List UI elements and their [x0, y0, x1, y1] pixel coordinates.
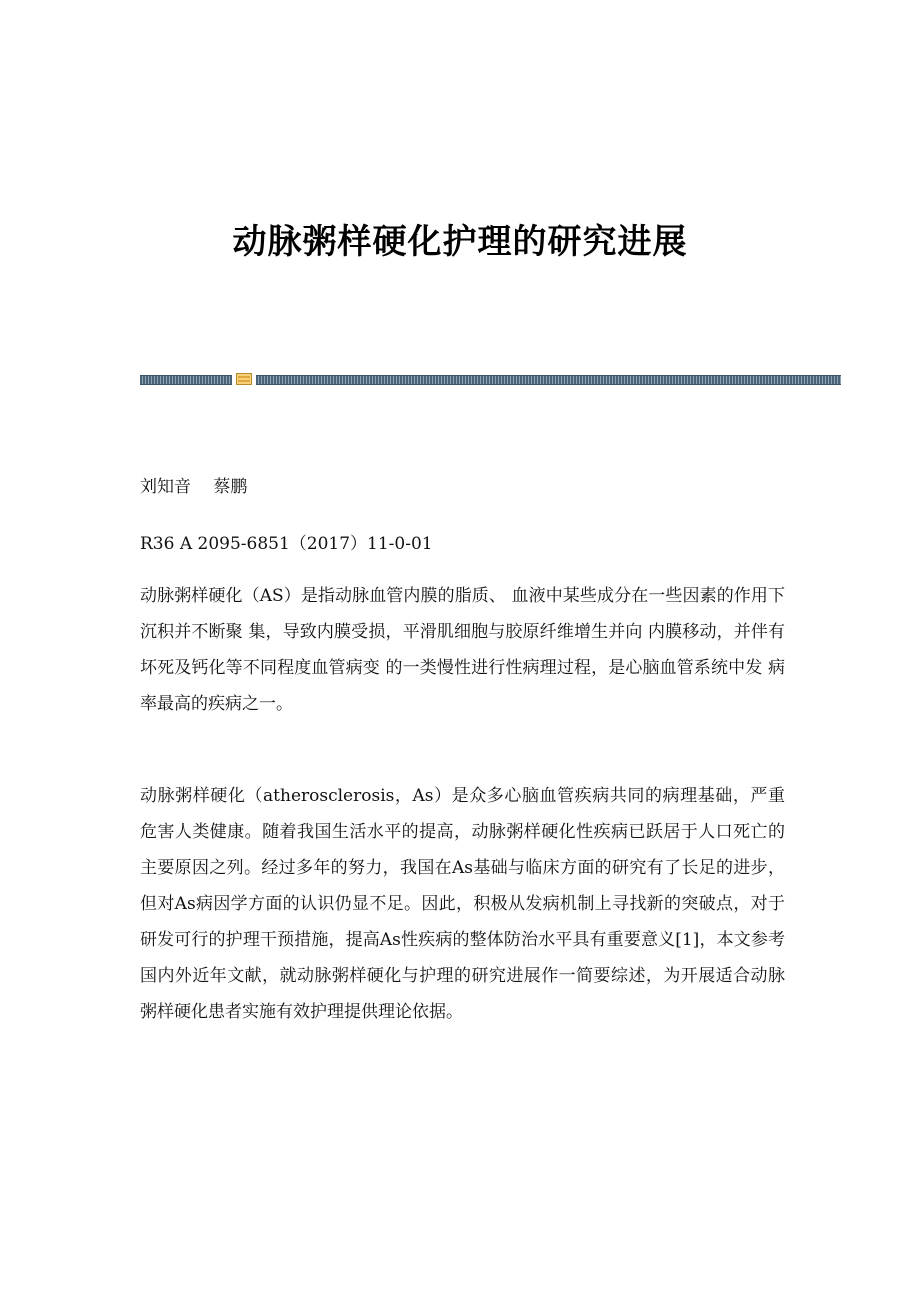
page-title: 动脉粥样硬化护理的研究进展	[232, 222, 688, 262]
title-rule-left	[140, 375, 232, 385]
body-paragraph: 动脉粥样硬化（AS）是指动脉血管内膜的脂质、 血液中某些成分在一些因素的作用下沉积并不断聚 集，导致内膜受损，平滑肌细胞与胶原纤维增生并向 内膜移动，并伴有坏死及钙化等不同程度血管病变 的一类慢性进行性病理过程，是心脑血管系统中发 病率最高的疾病之一。	[140, 586, 785, 714]
title-rule-right	[256, 375, 841, 385]
classification-codes: R36 A 2095-6851（2017）11-0-01	[140, 534, 433, 554]
body-paragraph: 动脉粥样硬化（atherosclerosis，As）是众多心脑血管疾病共同的病理基础，严重危害人类健康。随着我国生活水平的提高，动脉粥样硬化性疾病已跃居于人口死亡的主要原因之列。经过多年的努力，我国在As基础与临床方面的研究有了长足的进步，但对As病因学方面的认识仍显不足。因此，积极从发病机制上寻找新的突破点，对于研发可行的护理干预措施，提高As性疾病的整体防治水平具有重要意义[1]，本文参考国内外近年文献，就动脉粥样硬化与护理的研究进展作一简要综述，为开展适合动脉粥样硬化患者实施有效护理提供理论依据。	[140, 786, 785, 1022]
folder-icon	[236, 373, 252, 385]
author-line: 刘知音 蔡鹏	[140, 477, 248, 497]
